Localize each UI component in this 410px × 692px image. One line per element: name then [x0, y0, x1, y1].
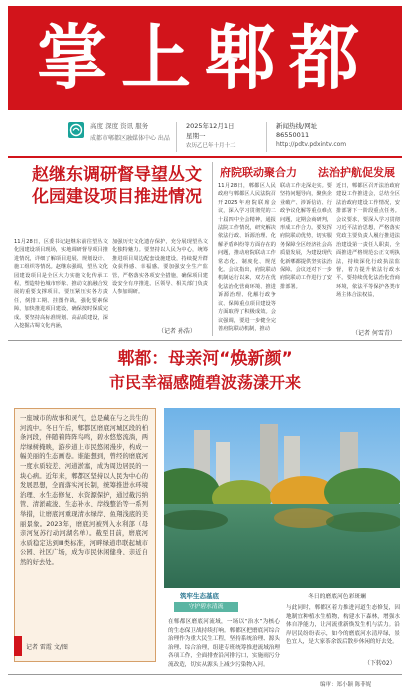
feature-body-col2: 与此同时，郫都区着力推进河道生态修复，因地制宜种植水生植物，构建水下森林，增强水体自净能力，让河流重新焕发生机与活力。沿岸居民纷纷表示，如今的磨底河水清岸绿，景色宜人，是大家茶余饭后散步休闲的好去处。: [286, 605, 400, 646]
issue-date: 2025年12月1日: [186, 122, 235, 130]
article2-headline[interactable]: 府院联动聚合力: [220, 166, 297, 179]
article3-headline[interactable]: 法治护航促发展: [318, 166, 395, 179]
editor-credit: 编审：郑小颖 陈菲妮: [320, 682, 372, 688]
info-bar: [8, 116, 402, 158]
river-photo[interactable]: [164, 408, 400, 588]
article1-byline: （记者 孙浩）: [158, 328, 196, 335]
article2-body-col2: 联动工作走深走实。要坚持问题导向，聚焦企业破产、涉诉信访、行政争议化解等重点难点问题，定期会商研判，形成工作合力。要发挥府院联动优势，切实服务保障全区经济社会高质量发展，为建设现代化新郫都提供坚实法治保障。会议还对下一步府院联动工作进行了安排部署。: [280, 183, 332, 290]
hotline-number: 86550011: [276, 131, 310, 139]
river-scene-image: [164, 408, 400, 588]
header-rule: [8, 156, 402, 158]
divider: [176, 122, 177, 152]
newspaper-page: [8, 6, 402, 688]
website-link[interactable]: http://pdtv.pdxintv.com: [276, 141, 347, 148]
section-rule: [8, 340, 402, 341]
issue-weekday: 星期一: [186, 132, 206, 140]
subsection-header: [168, 589, 246, 615]
article3-body-col1: 近日，郫都区召开法治政府建设工作推进会，总结全区法治政府建设工作情况，安排部署下一阶段重点任务。会议要求，要深入学习贯彻习近平法治思想，严格落实党政主要负责人履行推进法治建设第一责任人职责，全面推进严格规范公正文明执法，持续深化行政执法监督，着力提升依法行政水平。要持续优化法治化营商环境，依法平等保护各类市场主体合法权益，: [336, 183, 400, 299]
publisher: 成都市郫都区融媒体中心 出品: [90, 135, 170, 142]
photo-caption: 冬日的磨底河色彩斑斓: [308, 594, 366, 600]
feature-body-col1: 在郫都区磨底河流域，一场以“治水”为核心的生态保卫战持续打响。郫都区把磨底河综合治理作为重大民生工程，坚持系统治理、源头治理、综合治理，组建专班统筹推进流域治理各项工作，全面排查沿河排污口，实施雨污分流改造，切实从源头上减少污染物入河。: [168, 619, 280, 668]
subsection-tag: 守护碧水清流: [174, 602, 238, 612]
article2-body-col1: 11月28日，郫都区人民政府与郫都区人民法院召开2025年府院联席会议，深入学习贯彻党的二十届四中全会精神，通报法院工作情况，研究解决依法行政、诉源治理、化解矛盾纠纷等方面存在的问题，推动府院联动工作常态化、制度化、规范化。会议指出，府院联动机制运行以来，双方在优化法治化营商环境、推进诉源治理、化解行政争议、保障重点项目建设等方面取得了积极成效。会议强调，要进一步健全完善府院联动机制，推动: [218, 183, 276, 332]
masthead-title: 掌上郫都: [37, 16, 373, 99]
feature-lead-text: 一座城市的故事和灵气，总是藏在与之共生的河流中。冬日午后，郫都区磨底河城区段的柏条河段，伴随着阵阵鸟鸣，碧水悠悠流淌，两岸绿树掩映，游步道上市民悠闲漫步，构成一幅美丽的生态画卷。谁能想到，曾经的磨底河一度水质较差、河道淤塞，成为周边居民的一块心病。近年来，郫都区坚持以人民为中心的发展思想，全面落实河长制，统筹推进水环境治理、水生态修复、水资源保护，通过截污纳管、清淤疏浚、生态补水、岸线整治等一系列举措，让磨底河重现清水绿岸、鱼翔浅底的美丽景象。2023年，磨底河被列入水利部（母亲河复苏行动河湖名单）。截至目前，磨底河水质稳定达到Ⅲ类标准，河畔绿道串联起城市公园、社区广场，成为市民休闲健身、亲近自然的好去处。: [20, 415, 148, 566]
divider: [266, 122, 267, 152]
article1-headline[interactable]: 赵继东调研督导望丛文化园建设项目推进情况: [32, 165, 202, 207]
app-logo-icon: [68, 122, 84, 138]
masthead: [8, 6, 402, 110]
article1-body-col2: 加强历史文化遗存保护，充分展现望丛文化独特魅力。要坚持以人民为中心，统筹推进项目周边配套设施建设，持续提升群众获得感、幸福感。要加强安全生产监管，严格落实各项安全措施，确保项目建设安全有序推进。区领导、相关部门负责人参加调研。: [112, 239, 208, 296]
continued-note[interactable]: （下转02）: [364, 660, 396, 667]
hotline-label: 新闻热线/网址: [276, 122, 318, 130]
feature-subheadline[interactable]: 市民幸福感随碧波荡漾开来: [108, 373, 301, 392]
feature-byline: 记者 雷霞 文/图: [26, 644, 68, 651]
article1-body-col1: 11月28日，区委书记赵继东前往望丛文化园建设项目现场，实地调研督导项目推进情况，详细了解项目进展、规划设计、施工组织等情况。赵继东强调，望丛文化园建设项目是全区大力实施文化传承工程，塑造特色城市形象、推动文旅融合发展的重要支撑项目。要压紧压实各方责任，倒排工期、挂图作战，强化要素保障，加快推进项目建设，确保按时保质完成。要坚持高标准规划、高品质建设，深入挖掘古蜀文化内涵，: [14, 239, 108, 330]
byline-marker-icon: [14, 636, 22, 656]
article3-byline: （记者 何雪青）: [352, 330, 396, 337]
feature-headline[interactable]: 郫都：母亲河“焕新颜”: [117, 349, 293, 369]
slogan: 高度 深度 资讯 服务: [90, 122, 149, 130]
column-divider: [212, 162, 213, 336]
footer-rule: [8, 674, 402, 675]
subsection-title: 筑牢生态基底: [180, 592, 219, 600]
lunar-date: 农历乙巳年十月十二: [186, 143, 236, 149]
